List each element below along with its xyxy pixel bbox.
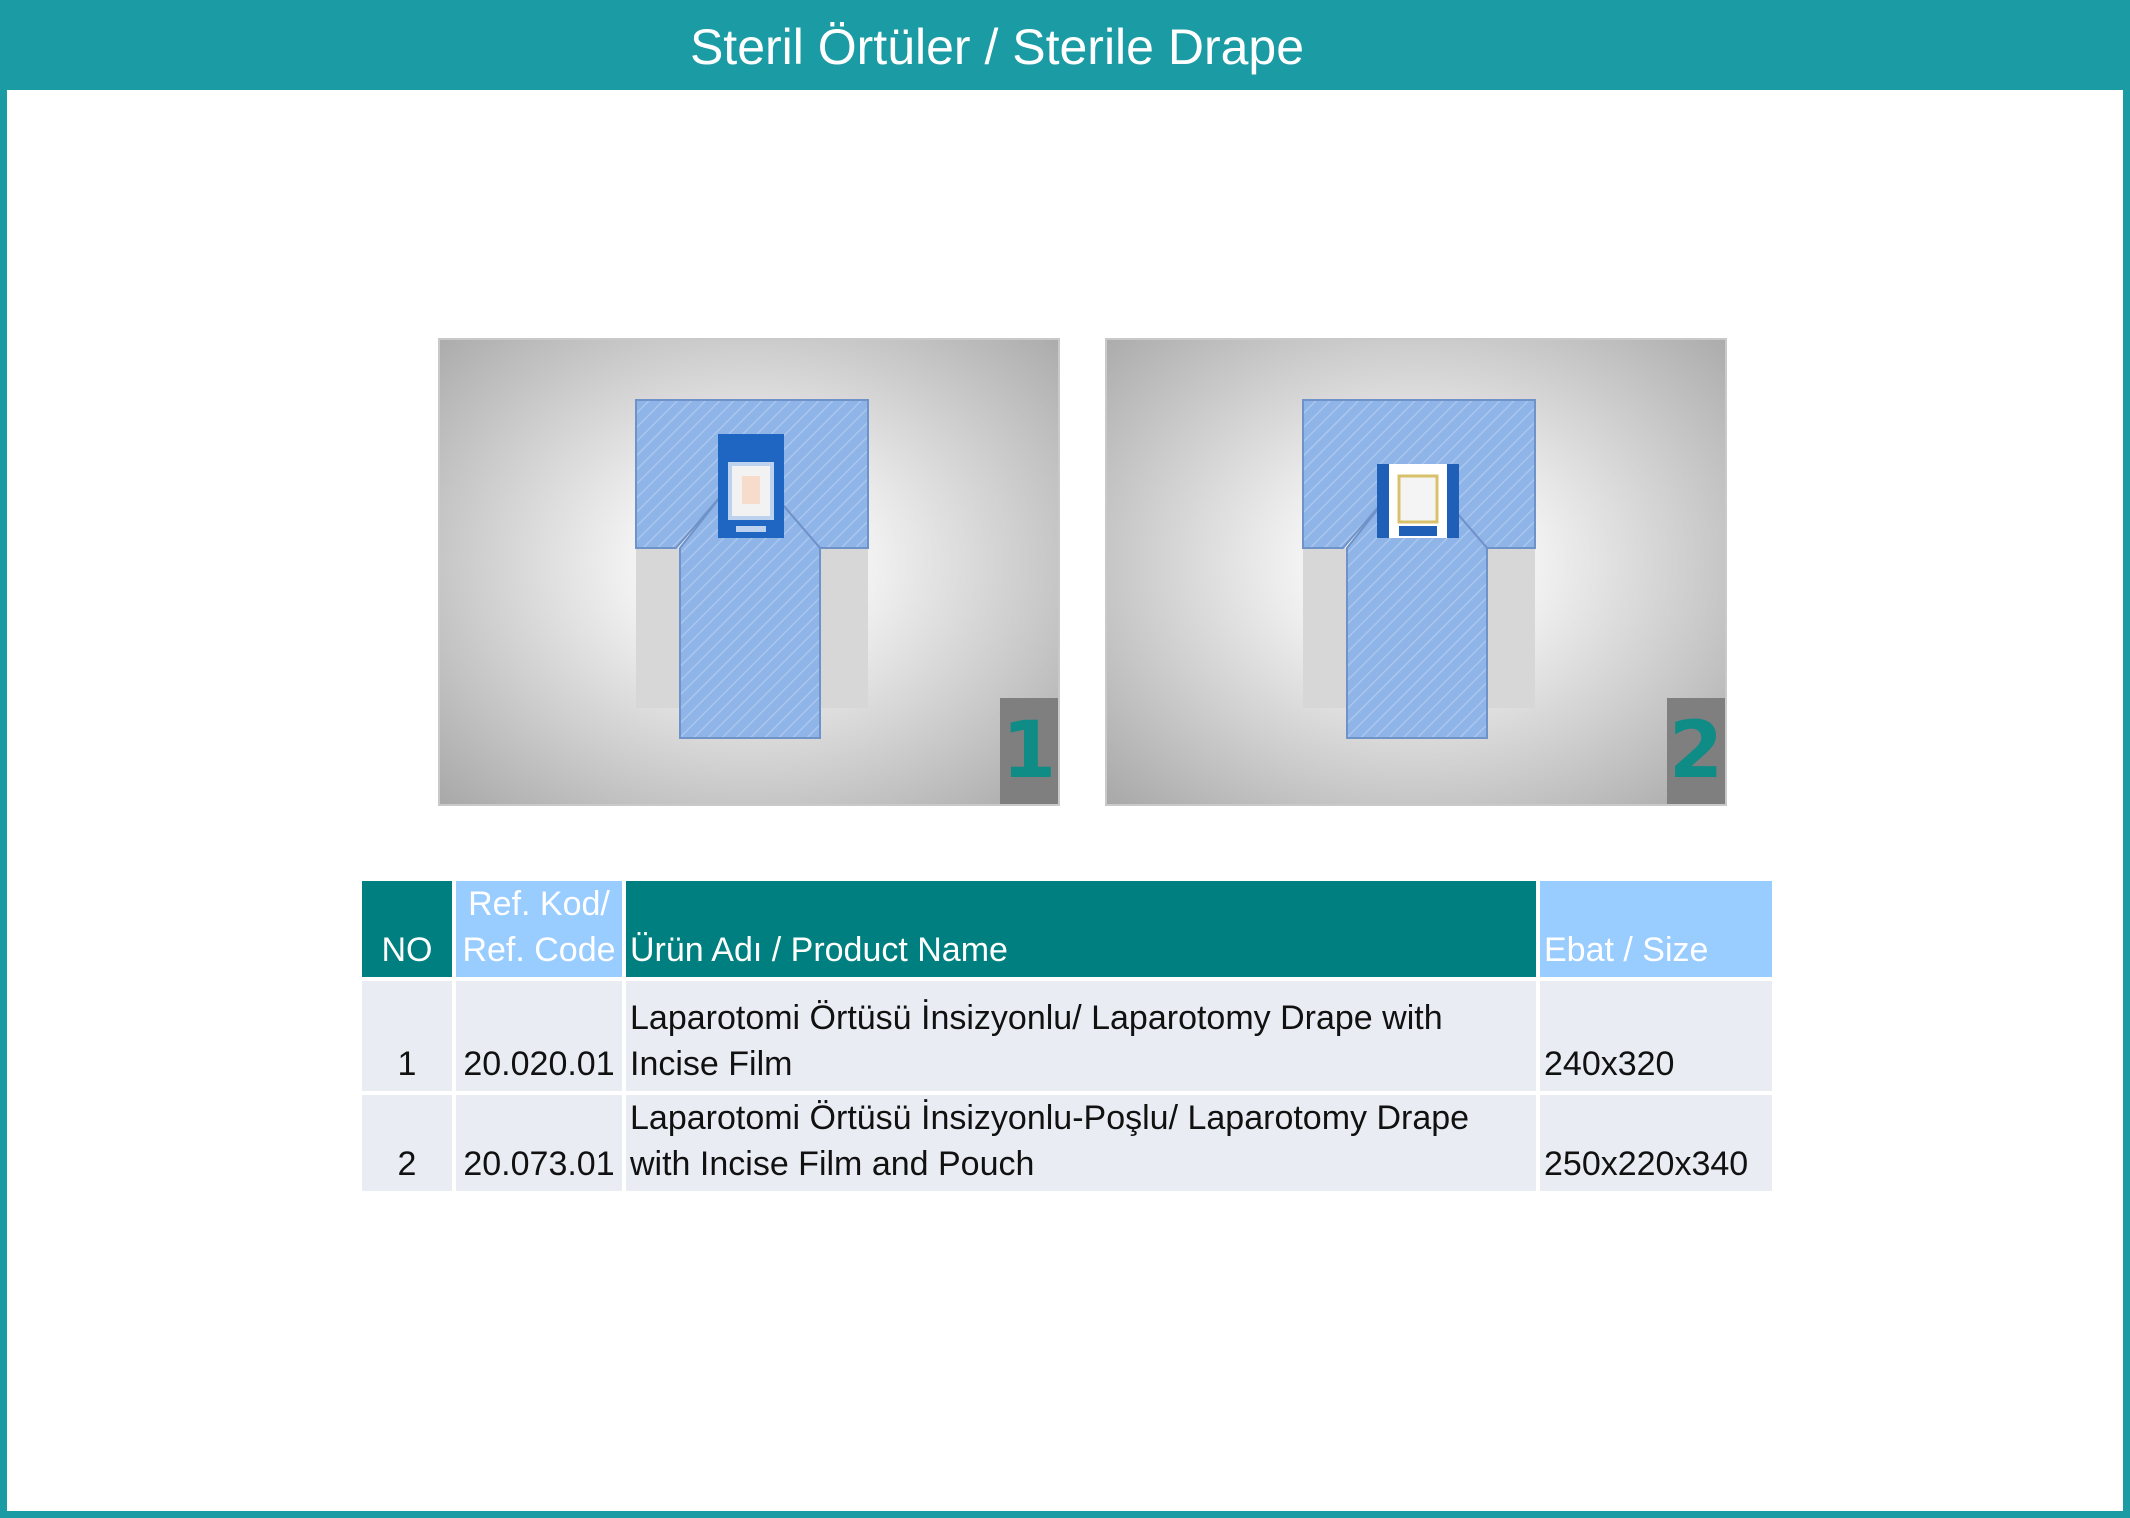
product-table: [358, 877, 1776, 1195]
column-header-size: Ebat / Size: [1540, 881, 1772, 977]
row-number: 2: [362, 1095, 452, 1191]
page-title: Steril Örtüler / Sterile Drape: [689, 19, 1305, 75]
laparotomy-drape-pouch-icon: [1107, 340, 1725, 804]
row-ref-code: 20.020.01: [456, 981, 622, 1091]
laparotomy-drape-icon: [440, 340, 1058, 804]
column-header-name: Ürün Adı / Product Name: [626, 881, 1536, 977]
row-product-name: [626, 981, 1536, 1091]
table-row: [362, 981, 1772, 1091]
ref-header-line-1: Ref. Kod/: [468, 885, 610, 923]
product-number-badge: 2: [1667, 698, 1725, 804]
row-ref-code: 20.073.01: [456, 1095, 622, 1191]
product-image-2: [1105, 338, 1727, 806]
product-number-badge: 1: [1000, 698, 1058, 804]
ref-header-line-2: Ref. Code: [462, 931, 616, 969]
column-header-ref: [456, 881, 622, 977]
product-name-line-2: with Incise Film and Pouch: [630, 1145, 1035, 1183]
table-header-row: [362, 881, 1772, 977]
product-name-line-2: Incise Film: [630, 1045, 793, 1083]
row-size: 240x320: [1540, 981, 1772, 1091]
row-number: 1: [362, 981, 452, 1091]
row-product-name: [626, 1095, 1536, 1191]
product-name-line-1: Laparotomi Örtüsü İnsizyonlu/ Laparotomy Drape with: [630, 999, 1443, 1037]
table-row: [362, 1095, 1772, 1191]
page-header: [7, 7, 2123, 90]
row-size: 250x220x340: [1540, 1095, 1772, 1191]
product-name-line-1: Laparotomi Örtüsü İnsizyonlu-Poşlu/ Laparotomy Drape: [630, 1099, 1470, 1137]
product-image-1: [438, 338, 1060, 806]
column-header-no: NO: [362, 881, 452, 977]
